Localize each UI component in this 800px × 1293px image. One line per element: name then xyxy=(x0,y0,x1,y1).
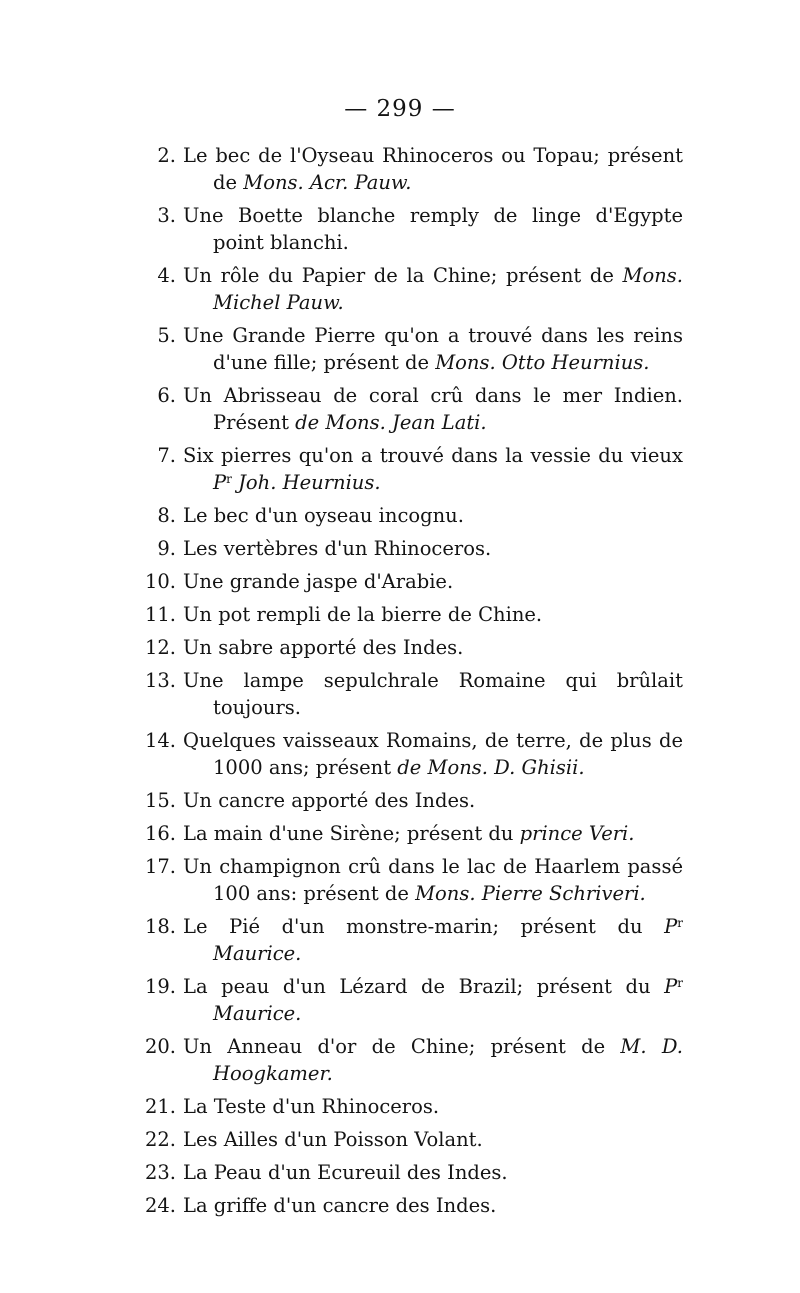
entry-text xyxy=(183,1159,683,1186)
entry-text-segment: Une lampe sepulchrale Romaine qui brûlait toujours. xyxy=(183,669,683,719)
italic-text: de Mons. D. Ghisii. xyxy=(397,756,585,779)
entry-number: 16. xyxy=(144,822,176,845)
italic-text: Maurice. xyxy=(213,942,302,965)
entry-text-segment: Le bec d'un oyseau incognu. xyxy=(183,504,464,527)
entry-number: 17. xyxy=(144,855,176,878)
entry-number: 3. xyxy=(157,204,176,227)
entry-number: 23. xyxy=(144,1161,176,1184)
entry-text-segment: Un Abrisseau de coral crû dans le mer Indien. Présent xyxy=(183,384,683,434)
entry-number: 4. xyxy=(157,264,176,287)
catalogue-entry xyxy=(0,601,800,628)
entry-text xyxy=(183,853,683,907)
entry-number: 24. xyxy=(144,1194,176,1217)
entry-text-segment: Un sabre apporté des Indes. xyxy=(183,636,464,659)
italic-text: Mons. Otto Heurnius. xyxy=(435,351,650,374)
italic-text: prince Veri. xyxy=(519,822,635,845)
entry-text-segment: Un cancre apporté des Indes. xyxy=(183,789,476,812)
italic-text: M. D. Hoogkamer. xyxy=(213,1035,683,1085)
entry-text-segment: Un pot rempli de la bierre de Chine. xyxy=(183,603,543,626)
entry-text xyxy=(183,1093,683,1120)
catalogue-entry xyxy=(0,1159,800,1186)
entry-text xyxy=(183,262,683,316)
entry-number: 13. xyxy=(144,669,176,692)
entry-number: 19. xyxy=(144,975,176,998)
entry-text-segment: La griffe d'un cancre des Indes. xyxy=(183,1194,497,1217)
entry-text xyxy=(183,913,683,967)
entry-text xyxy=(183,382,683,436)
catalogue-entry xyxy=(0,502,800,529)
entry-text xyxy=(183,442,683,496)
entry-text xyxy=(183,322,683,376)
italic-text: P xyxy=(664,915,678,938)
entry-text xyxy=(183,667,683,721)
entry-text-segment: La peau d'un Lézard de Brazil; présent du xyxy=(183,975,665,998)
entry-text-segment: Un rôle du Papier de la Chine; présent de xyxy=(183,264,623,287)
catalogue-entry xyxy=(0,820,800,847)
entry-text-segment: La Teste d'un Rhinoceros. xyxy=(183,1095,440,1118)
entry-text xyxy=(183,568,683,595)
entry-text-segment: Le Pié d'un monstre-marin; présent du xyxy=(183,915,665,938)
entry-text xyxy=(183,973,683,1027)
page-number: — 299 — xyxy=(344,96,456,122)
entry-number: 11. xyxy=(144,603,176,626)
entry-text-segment: Les Ailles d'un Poisson Volant. xyxy=(183,1128,483,1151)
catalogue-entry xyxy=(0,787,800,814)
entry-number: 10. xyxy=(144,570,176,593)
catalogue-entry xyxy=(0,382,800,436)
entry-text-segment: Quelques vaisseaux Romains, de terre, de plus de 1000 ans; présent xyxy=(183,729,683,779)
catalogue-entry xyxy=(0,1126,800,1153)
entry-text xyxy=(183,1192,683,1219)
italic-text: de Mons. Jean Lati. xyxy=(295,411,487,434)
catalogue-entry xyxy=(0,568,800,595)
superscript-text: r xyxy=(677,976,683,990)
catalogue-entry xyxy=(0,1192,800,1219)
catalogue-entry xyxy=(0,913,800,967)
catalogue-entry xyxy=(0,973,800,1027)
catalogue-entry xyxy=(0,442,800,496)
entry-text xyxy=(183,787,683,814)
entry-number: 6. xyxy=(157,384,176,407)
entry-number: 20. xyxy=(144,1035,176,1058)
catalogue-list xyxy=(0,142,800,1225)
entry-text xyxy=(183,601,683,628)
catalogue-entry xyxy=(0,667,800,721)
entry-text xyxy=(183,820,683,847)
italic-text: Joh. Heurnius. xyxy=(231,471,381,494)
entry-number: 15. xyxy=(144,789,176,812)
entry-text xyxy=(183,502,683,529)
entry-text-segment: Une Grande Pierre qu'on a trouvé dans les reins d'une fille; présent de xyxy=(183,324,683,374)
entry-number: 5. xyxy=(157,324,176,347)
entry-number: 12. xyxy=(144,636,176,659)
catalogue-entry xyxy=(0,322,800,376)
entry-number: 18. xyxy=(144,915,176,938)
entry-number: 2. xyxy=(157,144,176,167)
entry-text-segment: Une Boette blanche remply de linge d'Egypte point blanchi. xyxy=(183,204,683,254)
entry-number: 21. xyxy=(144,1095,176,1118)
entry-text-segment: La main d'une Sirène; présent du xyxy=(183,822,520,845)
catalogue-entry xyxy=(0,1033,800,1087)
catalogue-entry xyxy=(0,727,800,781)
entry-text xyxy=(183,727,683,781)
catalogue-entry xyxy=(0,1093,800,1120)
entry-text xyxy=(183,535,683,562)
entry-text xyxy=(183,1033,683,1087)
catalogue-entry xyxy=(0,535,800,562)
entry-text xyxy=(183,1126,683,1153)
catalogue-entry xyxy=(0,634,800,661)
entry-text-segment: La Peau d'un Ecureuil des Indes. xyxy=(183,1161,508,1184)
entry-text-segment: Un champignon crû dans le lac de Haarlem passé 100 ans: présent de xyxy=(183,855,683,905)
entry-number: 22. xyxy=(144,1128,176,1151)
catalogue-entry xyxy=(0,202,800,256)
entry-text-segment: Le bec de l'Oyseau Rhinoceros ou Topau; présent de xyxy=(183,144,683,194)
entry-number: 9. xyxy=(157,537,176,560)
entry-number: 8. xyxy=(157,504,176,527)
italic-text: P xyxy=(213,471,227,494)
entry-text-segment: Six pierres qu'on a trouvé dans la vessie du vieux xyxy=(183,444,683,467)
entry-text xyxy=(183,634,683,661)
italic-text: Mons. Michel Pauw. xyxy=(213,264,683,314)
entry-number: 14. xyxy=(144,729,176,752)
entry-text xyxy=(183,202,683,256)
entry-text-segment: Les vertèbres d'un Rhinoceros. xyxy=(183,537,492,560)
catalogue-entry xyxy=(0,142,800,196)
italic-text: Maurice. xyxy=(213,1002,302,1025)
italic-text: P xyxy=(664,975,678,998)
catalogue-entry xyxy=(0,262,800,316)
catalogue-entry xyxy=(0,853,800,907)
italic-text: Mons. Acr. Pauw. xyxy=(243,171,412,194)
entry-text-segment: Une grande jaspe d'Arabie. xyxy=(183,570,454,593)
superscript-text: r xyxy=(677,916,683,930)
entry-number: 7. xyxy=(157,444,176,467)
superscript-text: r xyxy=(226,472,232,486)
entry-text-segment: Un Anneau d'or de Chine; présent de xyxy=(183,1035,621,1058)
entry-text xyxy=(183,142,683,196)
italic-text: Mons. Pierre Schriveri. xyxy=(415,882,646,905)
